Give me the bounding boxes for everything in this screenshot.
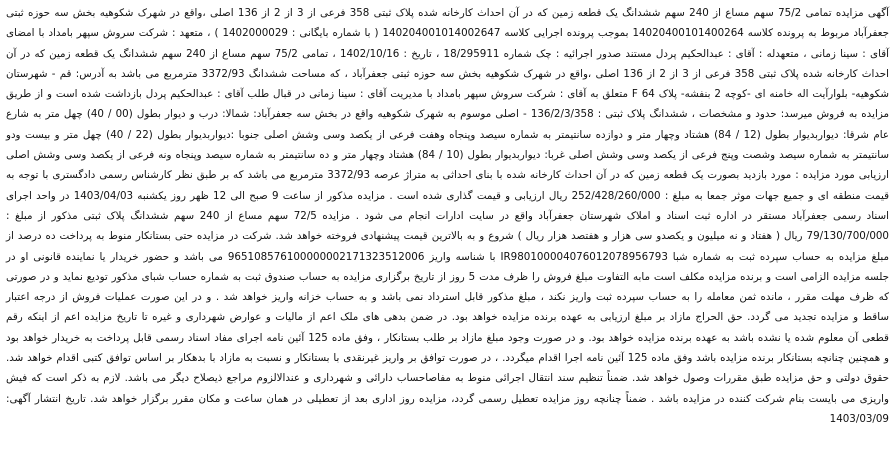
auction-notice-text: آگهی مزایده تمامی 75/2 سهم مساع از 240 سهم ششدانگ یک قطعه زمین که در آن احداث کارخانه شده پلاک ثبتی 358 فرعی از 3 از 2 از 136 اصلی ،واقع در شهرک شکوهیه بخش سه حوزه ثبتی جعفرآباد مربوط به پرونده کلاسه 14020400101400264 بموجب پرونده اجرایی کلاسه 140204001014002647 ( با شماره بایگانی : 1402000029 ) ، متعهد : شرکت سروش سپهر بامداد با امضای آقای : سینا زمانی ، متعهدله : آقای : عبدالحکیم پردل مستند صدور اجرائیه : چک شماره 18/295911 ، تاریخ : 1402/10/16 ، تمامی 75/2 سهم مساع از 240 سهم ششدانگ یک قطعه زمین که در آن احداث کارخانه شده پلاک ثبتی 358 فرعی از 3 از 2 از 136 اصلی ،واقع در شهرک شکوهیه بخش سه حوزه ثبتی جعفرآباد ، که مساحت ششدانگ 3372/93 مترمربع می باشد به آدرس: قم - شهرستان شکوهیه- بلوارآیت اله خامنه ای -کوچه 2 بنفشه- پلاک F 64 متعلق به آقای : شرکت سروش سپهر بامداد با مدیریت آقای : سینا زمانی در قبال طلب آقای : عبدالحکیم پردل بازداشت شده است و از طریق مزایده به فروش میرسد: حدود و مشخصات ، ششدانگ پلاک ثبتی : 136/2/3/358 - اصلی موسوم به شهرک شکوهیه واقع در بخش سه جعفرآباد: شمالا: درب و دیوار بطول (00 / 40) چهل متر به شارع عام شرقا: دیواربدیوار بطول (12 / 84) هشتاد وچهار متر و دوازده سانتیمتر به شماره سیصد وپنجاه وهفت فرعی از یکصد وسی وشش اصلی جنوبا :دیواربدیوار بطول (22 / 40) چهل متر و بیست ودو سانتیمتر به شماره سیصد وشصت وپنج فرعی از یکصد وسی وشش اصلی غربا: دیواربدیوار بطول (10 / 84) هشتاد وچهار متر و ده سانتیمتر به شماره سیصد وپنجاه ونه فرعی از یکصد وسی وشش اصلی ارزیابی مورد مزایده : مورد بازدید بصورت یک قطعه زمین که در آن احداث کارخانه شده با بنای احداثی به متراژ عرصه 3372/93 مترمربع می باشد که بر طبق نظر کارشناس رسمی دادگستری با توجه به قیمت منطقه ای و جمیع جهات موثر جمعا به مبلغ : 252/428/260/000 ریال ارزیابی و قیمت گذاری شده است . مزایده مذکور از ساعت 9 صبح الی 12 ظهر روز یکشنبه 1403/04/03 در واحد اجرای اسناد رسمی جعفرآباد مستقر در اداره ثبت اسناد و املاک شهرستان جعفرآباد واقع در سایت ادارات انجام می شود . مزایده 72/5 سهم مساع از 240 سهم ششدانگ پلاک ثبتی مذکور از مبلغ : 79/130/700/000 ریال ( هفتاد و نه میلیون و یکصدو سی هزار و هفتصد هزار ریال ) شروع و به بالاترین قیمت پیشنهادی فروخته خواهد شد. شرکت در مزایده حتی بستانکار منوط به پرداخت ده درصد از مبلغ مزایده به حساب سپرده ثبت به شماره شبا IR980100004076012078956793 با شناسه واریز 965108576100000002171323512006 می باشد و حضور خریدار یا نماینده قانونی او در جلسه مزایده الزامی است و برنده مزایده مکلف است مابه التفاوت مبلغ فروش را ظرف مدت 5 روز از تاریخ برگزاری مزایده به حساب صندوق ثبت به شماره حساب شبای مذکور تودیع نماید و در صورتی که ظرف مهلت مقرر ، مانده ثمن معامله را به حساب سپرده ثبت واریز نکند ، مبلغ مذکور قابل استرداد نمی باشد و به حساب خزانه واریز خواهد شد . و در این صورت عملیات فروش از درجه اعتبار ساقط و مزایده تجدید می گردد. حق الحراج مازاد بر مبلغ ارزیابی به عهده برنده مزایده خواهد بود. در ضمن بدهی های ملک اعم از مالیات و عوارض شهرداری و غیره تا تاریخ مزایده اعم از اینکه رقم قطعی آن معلوم شده یا نشده باشد به عهده برنده مزایده خواهد بود. و در صورت وجود مبلغ مازاد بر طلب بستانکار ، وفق ماده 125 آئین نامه اجرای مفاد اسناد رسمی قابل پرداخت به خریدار خواهد بود و همچنین چنانچه بستانکار برنده مزایده باشد وفق ماده 125 آئین نامه اجرا اقدام میگردد. ، در صورت توافق بر واریز غیرنقدی با بستانکار و نسبت به مازاد با بدهکار بر اساس توافق کتبی اقدام خواهد شد. حقوق دولتی و حق مزایده طبق مقررات وصول خواهد شد. ضمناً تنظیم سند انتقال اجرائی منوط به مفاصاحساب دارائی و شهرداری و عندالالزوم مراجع ذیصلاح دیگر می باشد. لازم به ذکر است که فیش واریزی می بایست بنام شرکت کننده در مزایده باشد . ضمناً چنانچه روز مزایده تعطیل رسمی گردد، مزایده روز اداری بعد از تعطیلی در همان ساعت و مکان مقرر برگزار خواهد شد. تاریخ انتشار آگهی: 1403/03/09 (6, 7, 890, 425)
